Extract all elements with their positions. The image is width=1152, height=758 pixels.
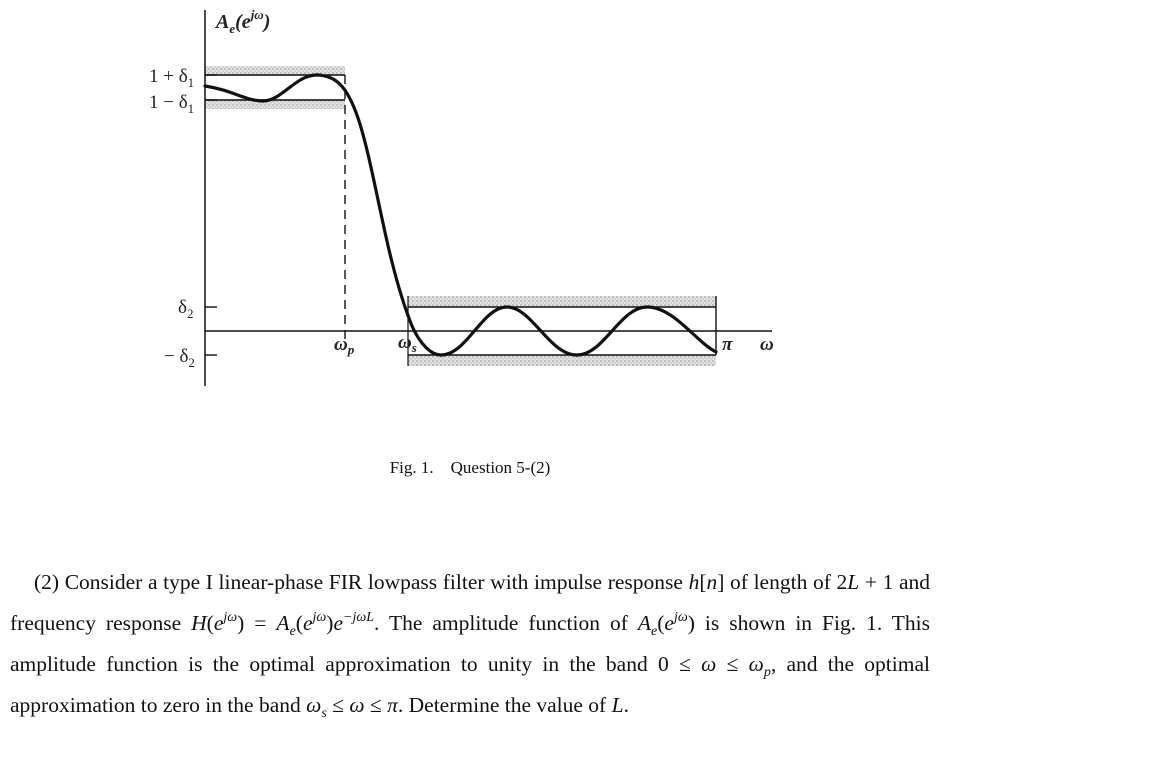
math-length: 2L + 1 [836,570,894,594]
tick-label-1-minus-delta1: $1 - \delta_1$ [149,92,195,116]
tick-label-omega-p: $\omega_p$ [334,334,355,357]
tick-label-1-plus-delta1: $1 + \delta_1$ [149,66,195,90]
math-passband: $0 \le \omega \le \omega_p$ [658,652,771,680]
figure-caption [0,458,940,478]
tick-label-pi: π [722,334,733,355]
math-h-n: h[n] [688,570,725,594]
math-L: L [611,693,624,717]
tick-label-omega-s: $\omega_s$ [398,332,417,355]
x-axis-label-omega: ω [760,334,774,355]
caption-text: Question 5-(2) [450,458,551,477]
tick-label-minus-delta2: − $\delta_2$ [164,346,195,370]
stopband-lower-tolerance-band [408,355,716,366]
tick-label-delta2: $\delta_2$ [178,297,194,321]
problem-number: (2) [34,570,60,594]
math-amplitude: $A_e(e^{j\omega})$ [637,610,695,639]
amplitude-curve [205,75,716,355]
problem-text: (2) Consider a type I linear-phase FIR lowpass filter with impulse response h[n] of length of 2L + 1 and frequency response $H(e^{j\omega}) = A_e(e^{j\omega})e^{-j\omega L}$. The amplitude function of $A_e(e^{j\omega})$ is shown in Fig. 1. This amplitude function is the optimal approximation to unity in the band $0 \le \omega \le \omega_p$, and the optimal approximation to zero in the band $\omega_s \le \omega \le \pi$. Determine the value of L. [10,570,931,721]
caption-label: Fig. 1. [389,458,434,477]
math-stopband: $\omega_s \le \omega \le \pi$ [306,693,398,721]
math-freq-response: $H(e^{j\omega}) = A_e(e^{j\omega})e^{-j\omega L}$ [191,610,375,639]
stopband-upper-tolerance-band [408,296,716,307]
y-axis-label: $A_e(e^{j\omega})$ [216,7,271,36]
